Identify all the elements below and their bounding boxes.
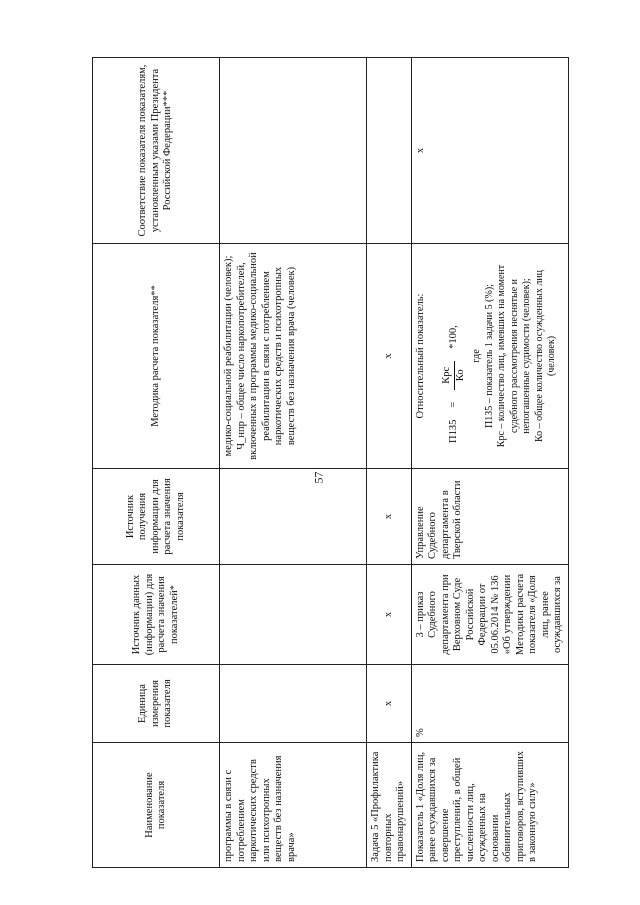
formula-tail: *100,: [447, 325, 459, 349]
cell-source-info: [220, 469, 367, 565]
header-source-data: Источник данных (информации) для расчета значения показателей*: [93, 565, 220, 665]
cell-unit: %: [411, 665, 568, 743]
method-def-1: П1З5 – показатель 1 задачи 5 (%);: [483, 284, 495, 428]
cell-source-data: 3 – приказ Судебного департамента при Верховном Суде Российской Федерации от 05.06.2014 № 136 «Об утверждении Методики расчета показателя «Доля лиц, ранее осуждавшихся за: [411, 565, 568, 665]
cell-source-info: х: [367, 469, 412, 565]
cell-name: Показатель 1 «Доля лиц, ранее осуждавшихся за совершение преступлений, в общей численности лиц, осужденных на основании обвинительных приговоров, вступивших в законную силу»: [411, 743, 568, 868]
method-where: где: [471, 349, 482, 363]
header-source-info: Источник получения информации для расчета значения показателя: [93, 469, 220, 565]
header-method: Методика расчета показателя**: [93, 244, 220, 469]
header-compliance: Соответствие показателя показателям, установленным указами Президента Российской Федерации***: [93, 58, 220, 244]
cell-compliance: [220, 58, 367, 244]
cell-source-data: х: [367, 565, 412, 665]
table-row: [220, 58, 367, 868]
formula-numerator: Крс: [441, 361, 455, 390]
indicator-table: [92, 57, 569, 868]
cell-method: медико-социальной реабилитации (человек); Ч_нпр – общее число наркопотребителей, включенных в программы медико-социальной реабилитации в связи с потреблением наркотических средств и психотропных веществ без назначения врача (человек): [220, 244, 367, 469]
formula-lhs: П1З5: [447, 419, 459, 443]
formula-denominator: Ко: [454, 369, 466, 382]
rotated-table-container: [92, 58, 563, 868]
cell-method: х: [367, 244, 412, 469]
cell-compliance: х: [411, 58, 568, 244]
table-row: [367, 58, 412, 868]
method-intro: Относительный показатель:: [414, 293, 426, 419]
cell-name: программы в связи с потреблением наркотических средств или психотропных веществ без назначения врача»: [220, 743, 367, 868]
table-header-row: [93, 58, 220, 868]
method-def-2: Крс – количество лиц, имевших на момент судебного рассмотрения неснятые и непогашенные судимости (человек);: [496, 264, 532, 448]
cell-method: [411, 244, 568, 469]
formula-eq: =: [447, 401, 459, 408]
formula-fraction: [441, 361, 467, 390]
cell-unit: х: [367, 665, 412, 743]
cell-name: Задача 5 «Профилактика повторных правонарушений»: [367, 743, 412, 868]
header-unit: Единица измерения показателя: [93, 665, 220, 743]
cell-unit: [220, 665, 367, 743]
cell-source-info: Управление Судебного департамента в Тверской области: [411, 469, 568, 565]
header-name: Наименование показателя: [93, 743, 220, 868]
formula: [441, 249, 467, 443]
table-row: [411, 58, 568, 868]
page-number: 57: [311, 471, 326, 484]
method-def-3: Ко – общее количество осужденных лиц (человек): [533, 269, 557, 443]
cell-source-data: [220, 565, 367, 665]
cell-compliance: [367, 58, 412, 244]
